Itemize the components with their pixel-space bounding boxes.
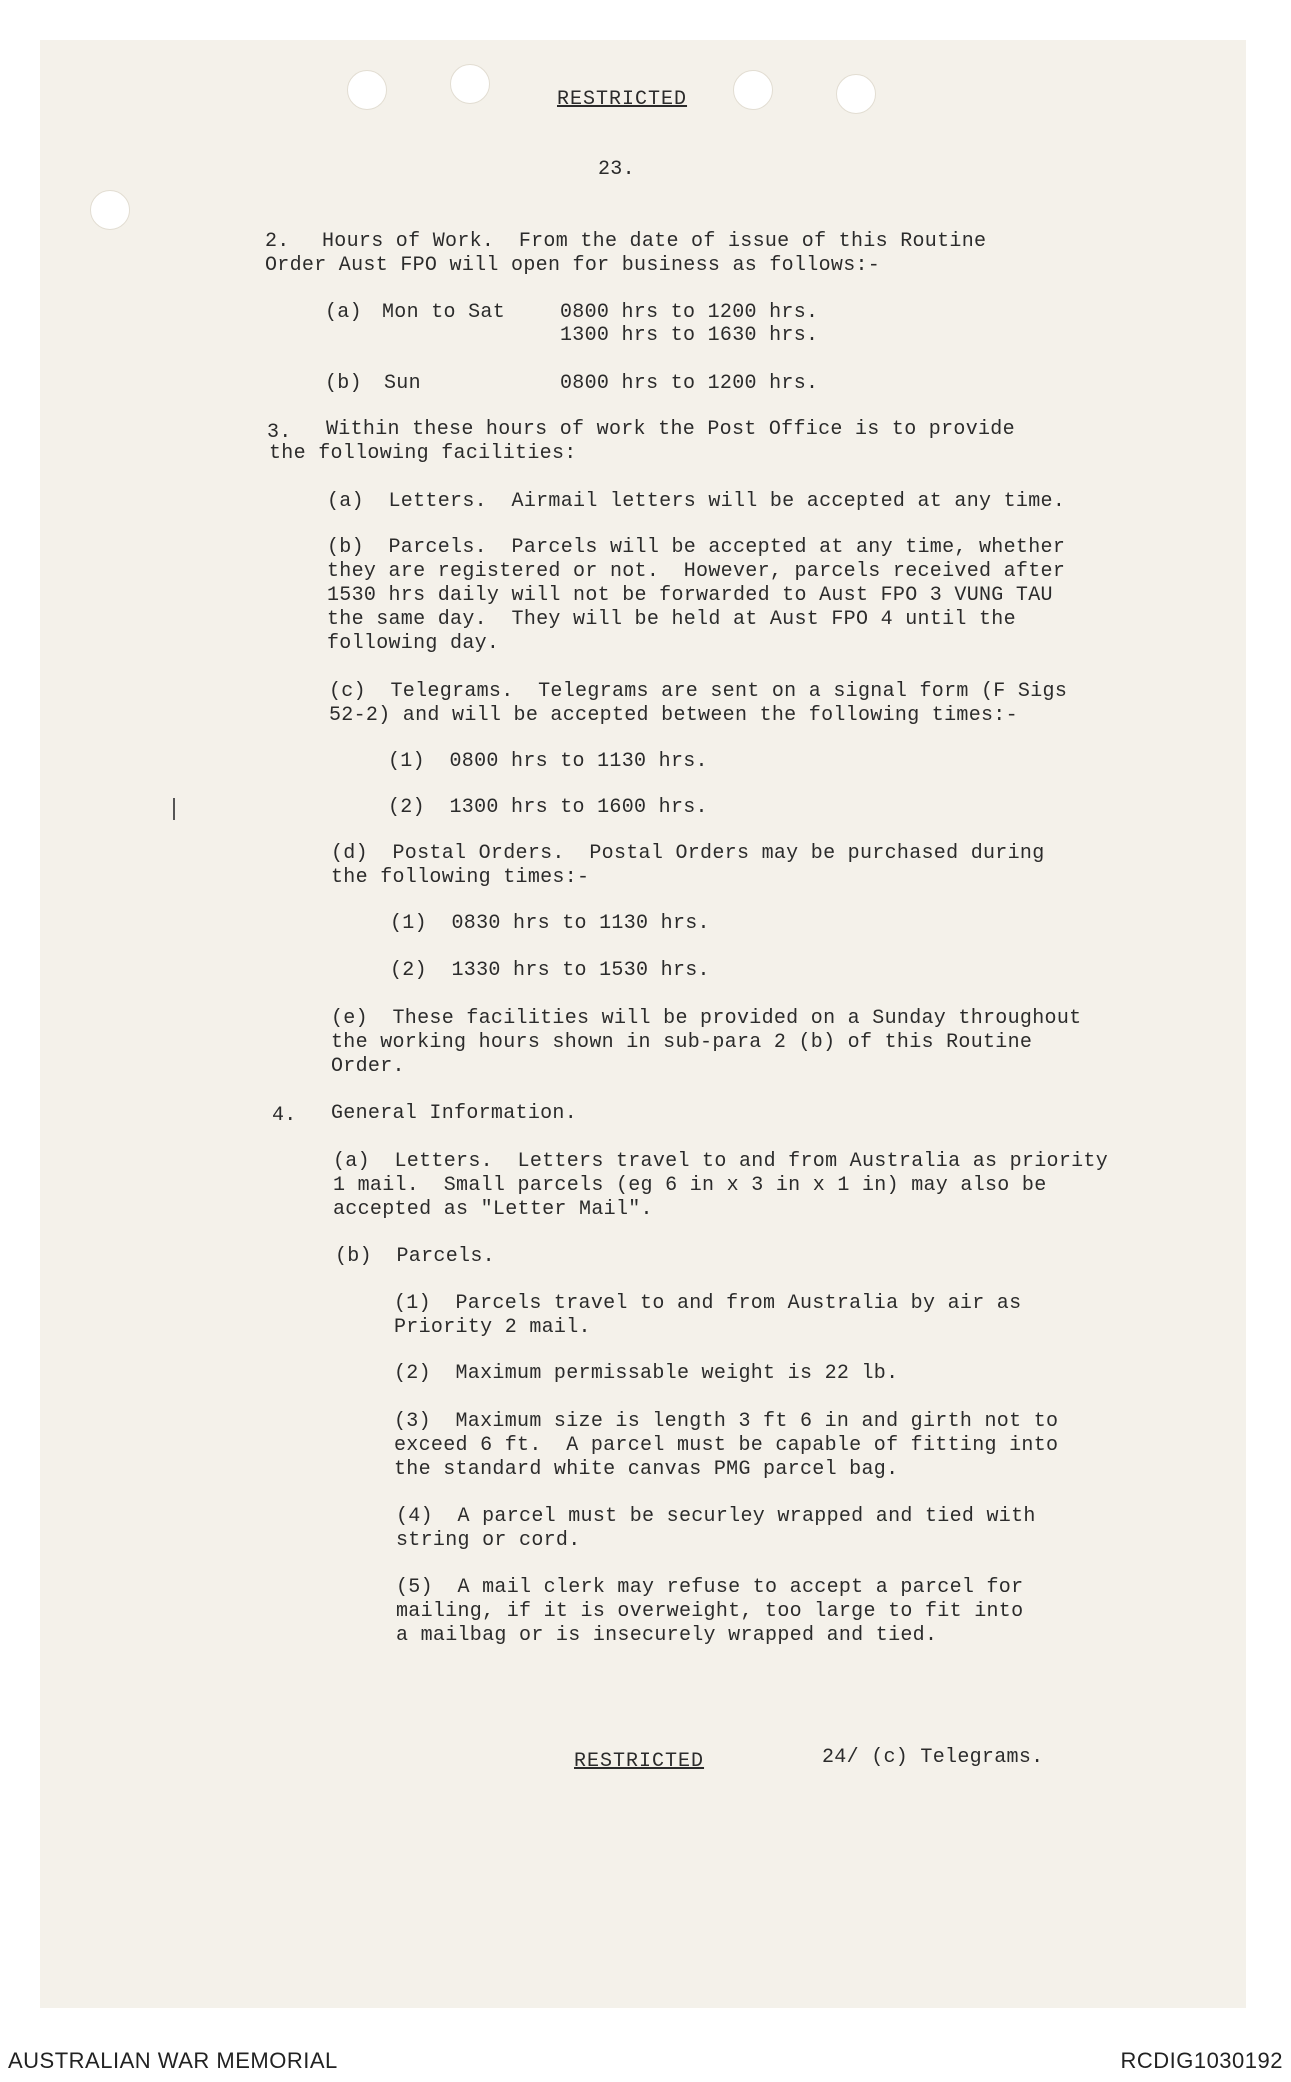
para3-a: (a) Letters. Airmail letters will be accepted at any time.	[327, 490, 1066, 513]
para2-line: Order Aust FPO will open for business as follows:-	[265, 254, 881, 277]
margin-mark	[173, 798, 175, 820]
para3-e-line: the working hours shown in sub-para 2 (b) of this Routine	[331, 1031, 1033, 1054]
para3-b-line: 1530 hrs daily will not be forwarded to Aust FPO 3 VUNG TAU	[327, 584, 1053, 607]
para3-d-time: (1) 0830 hrs to 1130 hrs.	[390, 912, 710, 935]
para3-e-line: Order.	[331, 1055, 405, 1078]
para3-c-time: (2) 1300 hrs to 1600 hrs.	[388, 796, 708, 819]
para2-a-time: 0800 hrs to 1200 hrs.	[560, 301, 819, 324]
bottom-classification: RESTRICTED	[574, 1750, 705, 1773]
para4-title: General Information.	[331, 1102, 578, 1125]
para3-c-line: (c) Telegrams. Telegrams are sent on a signal form (F Sigs	[329, 680, 1068, 703]
para4-a-line: accepted as "Letter Mail".	[333, 1198, 653, 1221]
para3-b-line: (b) Parcels. Parcels will be accepted at any time, whether	[327, 536, 1066, 559]
para3-d-time: (2) 1330 hrs to 1530 hrs.	[390, 959, 710, 982]
para4-b-item: (2) Maximum permissable weight is 22 lb.	[394, 1362, 899, 1385]
para2-a-time: 1300 hrs to 1630 hrs.	[560, 324, 819, 347]
punch-hole-1	[347, 70, 387, 110]
punch-hole-3	[733, 70, 773, 110]
para4-b-item: (1) Parcels travel to and from Australia by air as	[394, 1292, 1022, 1315]
punch-hole-2	[450, 64, 490, 104]
para2-b-time: 0800 hrs to 1200 hrs.	[560, 372, 819, 395]
para3-c-line: 52-2) and will be accepted between the following times:-	[329, 704, 1018, 727]
footer-record-id: RCDIG1030192	[1120, 2048, 1283, 2073]
para4-b-item: a mailbag or is insecurely wrapped and tied.	[396, 1624, 938, 1647]
para4-b-item: string or cord.	[396, 1529, 581, 1552]
para4-b-item: the standard white canvas PMG parcel bag.	[394, 1458, 899, 1481]
para2-a-day: Mon to Sat	[382, 301, 506, 324]
para4-a-line: 1 mail. Small parcels (eg 6 in x 3 in x 1 in) may also be	[333, 1174, 1047, 1197]
para3-d-line: (d) Postal Orders. Postal Orders may be purchased during	[331, 842, 1045, 865]
para2-b-label: (b)	[325, 372, 362, 395]
para3-d-line: the following times:-	[331, 866, 590, 889]
para2-b-day: Sun	[384, 372, 421, 395]
para4-a-line: (a) Letters. Letters travel to and from Australia as priority	[333, 1150, 1109, 1173]
para3-line: Within these hours of work the Post Office is to provide	[326, 418, 1015, 441]
page-number: 23.	[598, 158, 635, 181]
continuation-note: 24/ (c) Telegrams.	[822, 1746, 1044, 1769]
para3-b-line: they are registered or not. However, parcels received after	[327, 560, 1066, 583]
para3-e-line: (e) These facilities will be provided on a Sunday throughout	[331, 1007, 1082, 1030]
para3-number: 3.	[267, 421, 292, 444]
footer-institution: AUSTRALIAN WAR MEMORIAL	[8, 2048, 338, 2073]
para3-b-line: the same day. They will be held at Aust FPO 4 until the	[327, 608, 1016, 631]
para4-b-heading: (b) Parcels.	[335, 1245, 495, 1268]
para3-b-line: following day.	[327, 632, 500, 655]
para2-a-label: (a)	[325, 301, 362, 324]
para4-b-item: (5) A mail clerk may refuse to accept a parcel for	[396, 1576, 1024, 1599]
para3-line: the following facilities:	[269, 442, 577, 465]
para2-number: 2.	[265, 230, 290, 253]
punch-hole-5	[90, 190, 130, 230]
punch-hole-4	[836, 74, 876, 114]
para3-c-time: (1) 0800 hrs to 1130 hrs.	[388, 750, 708, 773]
para4-b-item: (3) Maximum size is length 3 ft 6 in and girth not to	[394, 1410, 1059, 1433]
para4-b-item: Priority 2 mail.	[394, 1316, 591, 1339]
para2-line: Hours of Work. From the date of issue of this Routine	[322, 230, 987, 253]
para4-number: 4.	[272, 1104, 297, 1127]
para4-b-item: (4) A parcel must be securley wrapped and tied with	[396, 1505, 1036, 1528]
para4-b-item: exceed 6 ft. A parcel must be capable of fitting into	[394, 1434, 1059, 1457]
header-classification: RESTRICTED	[557, 88, 688, 111]
para4-b-item: mailing, if it is overweight, too large to fit into	[396, 1600, 1024, 1623]
